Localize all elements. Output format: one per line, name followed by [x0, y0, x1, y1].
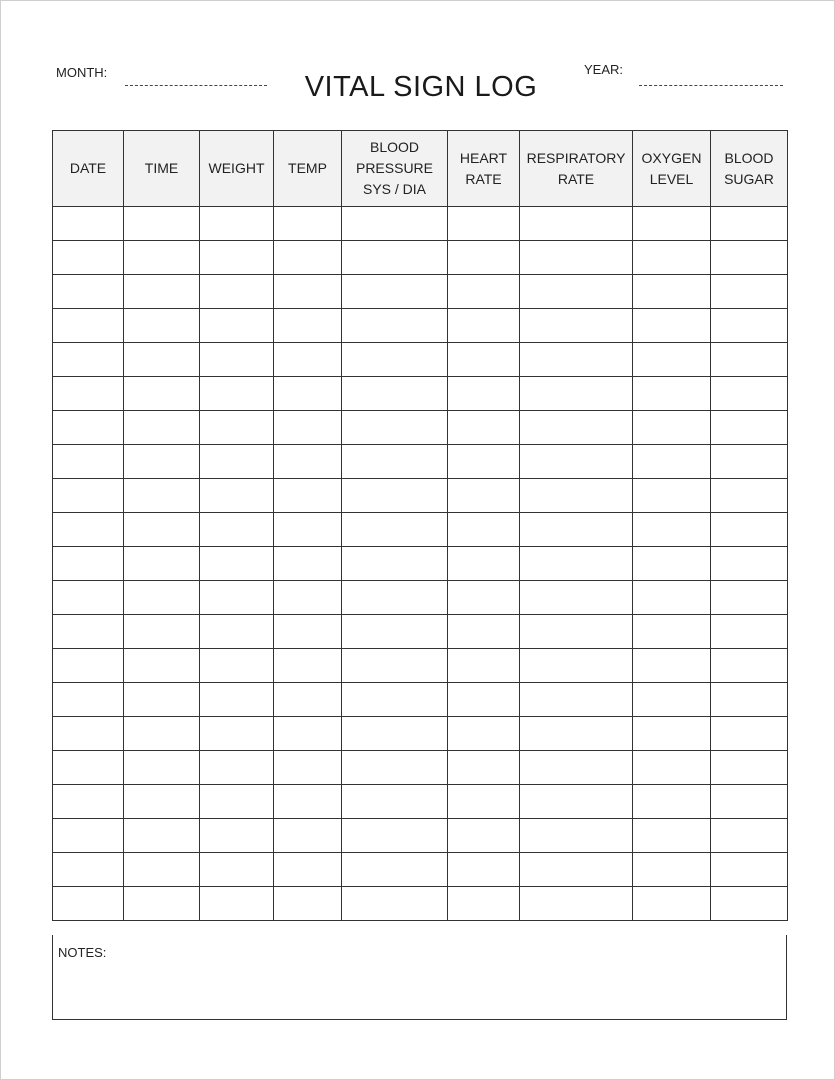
vital-sign-table	[52, 130, 788, 921]
table-row	[53, 683, 788, 717]
table-header-row	[53, 131, 788, 207]
table-cell[interactable]	[200, 411, 274, 445]
table-cell[interactable]	[520, 853, 633, 887]
table-cell[interactable]	[711, 887, 788, 921]
table-cell[interactable]	[711, 751, 788, 785]
table-cell[interactable]	[633, 513, 711, 547]
table-cell[interactable]	[342, 615, 448, 649]
table-cell[interactable]	[342, 717, 448, 751]
table-cell[interactable]	[274, 207, 342, 241]
table-row	[53, 751, 788, 785]
table-cell[interactable]	[53, 819, 124, 853]
column-header-line: WEIGHT	[208, 160, 265, 176]
table-cell[interactable]	[342, 513, 448, 547]
table-cell[interactable]	[711, 445, 788, 479]
table-cell[interactable]	[342, 547, 448, 581]
table-cell[interactable]	[520, 513, 633, 547]
table-cell[interactable]	[448, 615, 520, 649]
table-row	[53, 377, 788, 411]
table-cell[interactable]	[124, 241, 200, 275]
column-header-line: SYS / DIA	[362, 181, 427, 197]
table-cell[interactable]	[53, 547, 124, 581]
table-cell[interactable]	[520, 309, 633, 343]
table-cell[interactable]	[520, 411, 633, 445]
table-cell[interactable]	[711, 717, 788, 751]
table-cell[interactable]	[274, 615, 342, 649]
table-row	[53, 887, 788, 921]
table-cell[interactable]	[274, 513, 342, 547]
table-cell[interactable]	[711, 207, 788, 241]
table-row	[53, 241, 788, 275]
table-cell[interactable]	[124, 275, 200, 309]
table-cell[interactable]	[200, 853, 274, 887]
table-cell[interactable]	[633, 547, 711, 581]
table-cell[interactable]	[342, 751, 448, 785]
table-cell[interactable]	[520, 547, 633, 581]
table-row	[53, 581, 788, 615]
table-cell[interactable]	[342, 479, 448, 513]
table-cell[interactable]	[53, 309, 124, 343]
table-cell[interactable]	[711, 819, 788, 853]
table-cell[interactable]	[274, 241, 342, 275]
table-cell[interactable]	[200, 241, 274, 275]
column-header	[520, 131, 633, 207]
table-cell[interactable]	[711, 853, 788, 887]
table-cell[interactable]	[200, 887, 274, 921]
table-row	[53, 615, 788, 649]
table-cell[interactable]	[124, 615, 200, 649]
table-cell[interactable]	[520, 887, 633, 921]
table-cell[interactable]	[520, 445, 633, 479]
page-title: VITAL SIGN LOG	[304, 71, 538, 103]
table-cell[interactable]	[448, 513, 520, 547]
table-cell[interactable]	[448, 377, 520, 411]
table-row	[53, 275, 788, 309]
table-cell[interactable]	[448, 241, 520, 275]
column-header-line: DATE	[69, 160, 107, 176]
table-cell[interactable]	[520, 479, 633, 513]
table-row	[53, 819, 788, 853]
table-cell[interactable]	[633, 377, 711, 411]
table-cell[interactable]	[200, 207, 274, 241]
column-header-line: HEART	[459, 149, 508, 166]
table-cell[interactable]	[711, 275, 788, 309]
notes-box[interactable]	[52, 935, 787, 1020]
table-row	[53, 343, 788, 377]
table-cell[interactable]	[342, 309, 448, 343]
table-cell[interactable]	[448, 819, 520, 853]
table-cell[interactable]	[448, 343, 520, 377]
table-cell[interactable]	[200, 615, 274, 649]
table-cell[interactable]	[633, 717, 711, 751]
table-cell[interactable]	[274, 717, 342, 751]
table-cell[interactable]	[274, 581, 342, 615]
column-header-line: OXYGEN	[641, 149, 702, 166]
table-cell[interactable]	[124, 343, 200, 377]
table-cell[interactable]	[448, 717, 520, 751]
table-cell[interactable]	[274, 683, 342, 717]
table-cell[interactable]	[711, 411, 788, 445]
table-cell[interactable]	[124, 513, 200, 547]
table-cell[interactable]	[124, 445, 200, 479]
column-header	[124, 131, 200, 207]
year-label: YEAR:	[584, 62, 624, 77]
table-cell[interactable]	[200, 309, 274, 343]
column-header	[633, 131, 711, 207]
table-cell[interactable]	[448, 207, 520, 241]
table-cell[interactable]	[124, 377, 200, 411]
table-cell[interactable]	[342, 275, 448, 309]
table-cell[interactable]	[711, 649, 788, 683]
table-row	[53, 445, 788, 479]
table-cell[interactable]	[520, 683, 633, 717]
table-body	[53, 207, 788, 921]
table-cell[interactable]	[274, 479, 342, 513]
column-header	[711, 131, 788, 207]
column-header-line: TIME	[144, 160, 179, 176]
table-row	[53, 785, 788, 819]
table-cell[interactable]	[448, 887, 520, 921]
table-cell[interactable]	[711, 377, 788, 411]
table-cell[interactable]	[124, 853, 200, 887]
table-cell[interactable]	[520, 207, 633, 241]
table-cell[interactable]	[711, 479, 788, 513]
table-cell[interactable]	[200, 547, 274, 581]
table-cell[interactable]	[124, 717, 200, 751]
table-row	[53, 649, 788, 683]
table-cell[interactable]	[53, 445, 124, 479]
table-cell[interactable]	[520, 241, 633, 275]
column-header-line: RATE	[557, 170, 595, 187]
table-cell[interactable]	[53, 785, 124, 819]
table-cell[interactable]	[274, 887, 342, 921]
table-cell[interactable]	[53, 853, 124, 887]
table-cell[interactable]	[633, 241, 711, 275]
table-cell[interactable]	[448, 547, 520, 581]
table-cell[interactable]	[124, 581, 200, 615]
table-cell[interactable]	[448, 751, 520, 785]
table-cell[interactable]	[633, 785, 711, 819]
table-cell[interactable]	[633, 887, 711, 921]
table-cell[interactable]	[53, 479, 124, 513]
table-cell[interactable]	[274, 649, 342, 683]
table-cell[interactable]	[53, 751, 124, 785]
table-cell[interactable]	[342, 649, 448, 683]
table-cell[interactable]	[633, 819, 711, 853]
table-cell[interactable]	[342, 411, 448, 445]
table-cell[interactable]	[53, 649, 124, 683]
table-cell[interactable]	[633, 479, 711, 513]
table-cell[interactable]	[633, 411, 711, 445]
table-cell[interactable]	[200, 581, 274, 615]
table-cell[interactable]	[633, 275, 711, 309]
table-cell[interactable]	[274, 377, 342, 411]
table-cell[interactable]	[633, 309, 711, 343]
column-header-line: PRESSURE	[355, 160, 434, 176]
table-cell[interactable]	[448, 683, 520, 717]
table-cell[interactable]	[342, 785, 448, 819]
table-cell[interactable]	[633, 853, 711, 887]
table-cell[interactable]	[53, 207, 124, 241]
notes-label: NOTES:	[58, 945, 107, 960]
table-row	[53, 207, 788, 241]
table-cell[interactable]	[274, 445, 342, 479]
table-cell[interactable]	[274, 547, 342, 581]
table-cell[interactable]	[200, 785, 274, 819]
table-cell[interactable]	[711, 343, 788, 377]
table-cell[interactable]	[53, 411, 124, 445]
table-row	[53, 513, 788, 547]
table-cell[interactable]	[53, 275, 124, 309]
table-cell[interactable]	[448, 309, 520, 343]
year-field[interactable]	[639, 85, 783, 86]
table-cell[interactable]	[342, 445, 448, 479]
table-cell[interactable]	[274, 853, 342, 887]
table-cell[interactable]	[53, 683, 124, 717]
column-header-line: LEVEL	[649, 170, 694, 187]
table-row	[53, 479, 788, 513]
column-header	[342, 131, 448, 207]
table-cell[interactable]	[200, 445, 274, 479]
table-cell[interactable]	[633, 683, 711, 717]
table-cell[interactable]	[124, 207, 200, 241]
table-cell[interactable]	[274, 275, 342, 309]
table-cell[interactable]	[633, 207, 711, 241]
table-cell[interactable]	[520, 819, 633, 853]
table-cell[interactable]	[200, 275, 274, 309]
column-header	[53, 131, 124, 207]
table-cell[interactable]	[342, 241, 448, 275]
table-cell[interactable]	[520, 615, 633, 649]
table-cell[interactable]	[200, 479, 274, 513]
column-header	[274, 131, 342, 207]
table-cell[interactable]	[448, 785, 520, 819]
table-cell[interactable]	[633, 649, 711, 683]
month-field[interactable]	[125, 85, 267, 86]
table-cell[interactable]	[53, 581, 124, 615]
table-cell[interactable]	[124, 887, 200, 921]
column-header-line: RESPIRATORY	[526, 149, 626, 166]
table-cell[interactable]	[200, 683, 274, 717]
table-row	[53, 309, 788, 343]
table-cell[interactable]	[633, 615, 711, 649]
table-cell[interactable]	[200, 377, 274, 411]
table-cell[interactable]	[53, 241, 124, 275]
table-cell[interactable]	[520, 581, 633, 615]
table-cell[interactable]	[124, 819, 200, 853]
table-cell[interactable]	[200, 819, 274, 853]
table-cell[interactable]	[274, 819, 342, 853]
table-row	[53, 547, 788, 581]
table-cell[interactable]	[124, 649, 200, 683]
table-cell[interactable]	[124, 547, 200, 581]
table-cell[interactable]	[520, 785, 633, 819]
table-cell[interactable]	[53, 887, 124, 921]
table-cell[interactable]	[448, 275, 520, 309]
column-header-line: SUGAR	[724, 170, 774, 187]
table-cell[interactable]	[711, 547, 788, 581]
table-cell[interactable]	[711, 241, 788, 275]
table-cell[interactable]	[274, 309, 342, 343]
column-header-line: TEMP	[288, 160, 327, 176]
table-cell[interactable]	[274, 751, 342, 785]
table-cell[interactable]	[520, 275, 633, 309]
table-cell[interactable]	[711, 309, 788, 343]
month-label: MONTH:	[56, 65, 108, 80]
table-cell[interactable]	[342, 581, 448, 615]
table-cell[interactable]	[448, 581, 520, 615]
table-cell[interactable]	[53, 343, 124, 377]
table-cell[interactable]	[342, 853, 448, 887]
table-cell[interactable]	[342, 887, 448, 921]
table-cell[interactable]	[633, 751, 711, 785]
table-cell[interactable]	[124, 683, 200, 717]
table-cell[interactable]	[200, 343, 274, 377]
column-header-line: BLOOD	[724, 149, 774, 166]
table-cell[interactable]	[711, 615, 788, 649]
table-cell[interactable]	[448, 649, 520, 683]
table-cell[interactable]	[342, 343, 448, 377]
table-cell[interactable]	[342, 683, 448, 717]
table-cell[interactable]	[200, 717, 274, 751]
table-row	[53, 411, 788, 445]
table-cell[interactable]	[274, 785, 342, 819]
table-cell[interactable]	[448, 411, 520, 445]
table-cell[interactable]	[274, 343, 342, 377]
table-cell[interactable]	[711, 683, 788, 717]
table-cell[interactable]	[520, 343, 633, 377]
table-cell[interactable]	[124, 785, 200, 819]
table-cell[interactable]	[200, 513, 274, 547]
table-cell[interactable]	[274, 411, 342, 445]
table-cell[interactable]	[520, 717, 633, 751]
table-cell[interactable]	[53, 717, 124, 751]
table-row	[53, 717, 788, 751]
column-header	[200, 131, 274, 207]
table-row	[53, 853, 788, 887]
table-cell[interactable]	[711, 785, 788, 819]
table-cell[interactable]	[53, 377, 124, 411]
table-cell[interactable]	[633, 445, 711, 479]
table-cell[interactable]	[124, 411, 200, 445]
table-cell[interactable]	[711, 513, 788, 547]
table-cell[interactable]	[342, 819, 448, 853]
table-cell[interactable]	[124, 751, 200, 785]
table-cell[interactable]	[448, 853, 520, 887]
table-cell[interactable]	[448, 445, 520, 479]
column-header-line: BLOOD	[369, 139, 419, 155]
table-cell[interactable]	[124, 479, 200, 513]
table-cell[interactable]	[200, 649, 274, 683]
table-cell[interactable]	[53, 615, 124, 649]
table-cell[interactable]	[53, 513, 124, 547]
table-cell[interactable]	[448, 479, 520, 513]
table-cell[interactable]	[200, 751, 274, 785]
table-cell[interactable]	[124, 309, 200, 343]
table-cell[interactable]	[520, 649, 633, 683]
column-header-line: RATE	[465, 170, 502, 187]
column-header	[448, 131, 520, 207]
table-cell[interactable]	[342, 207, 448, 241]
table-cell[interactable]	[633, 343, 711, 377]
table-cell[interactable]	[342, 377, 448, 411]
table-cell[interactable]	[711, 581, 788, 615]
table-cell[interactable]	[633, 581, 711, 615]
table-cell[interactable]	[520, 751, 633, 785]
table-cell[interactable]	[520, 377, 633, 411]
